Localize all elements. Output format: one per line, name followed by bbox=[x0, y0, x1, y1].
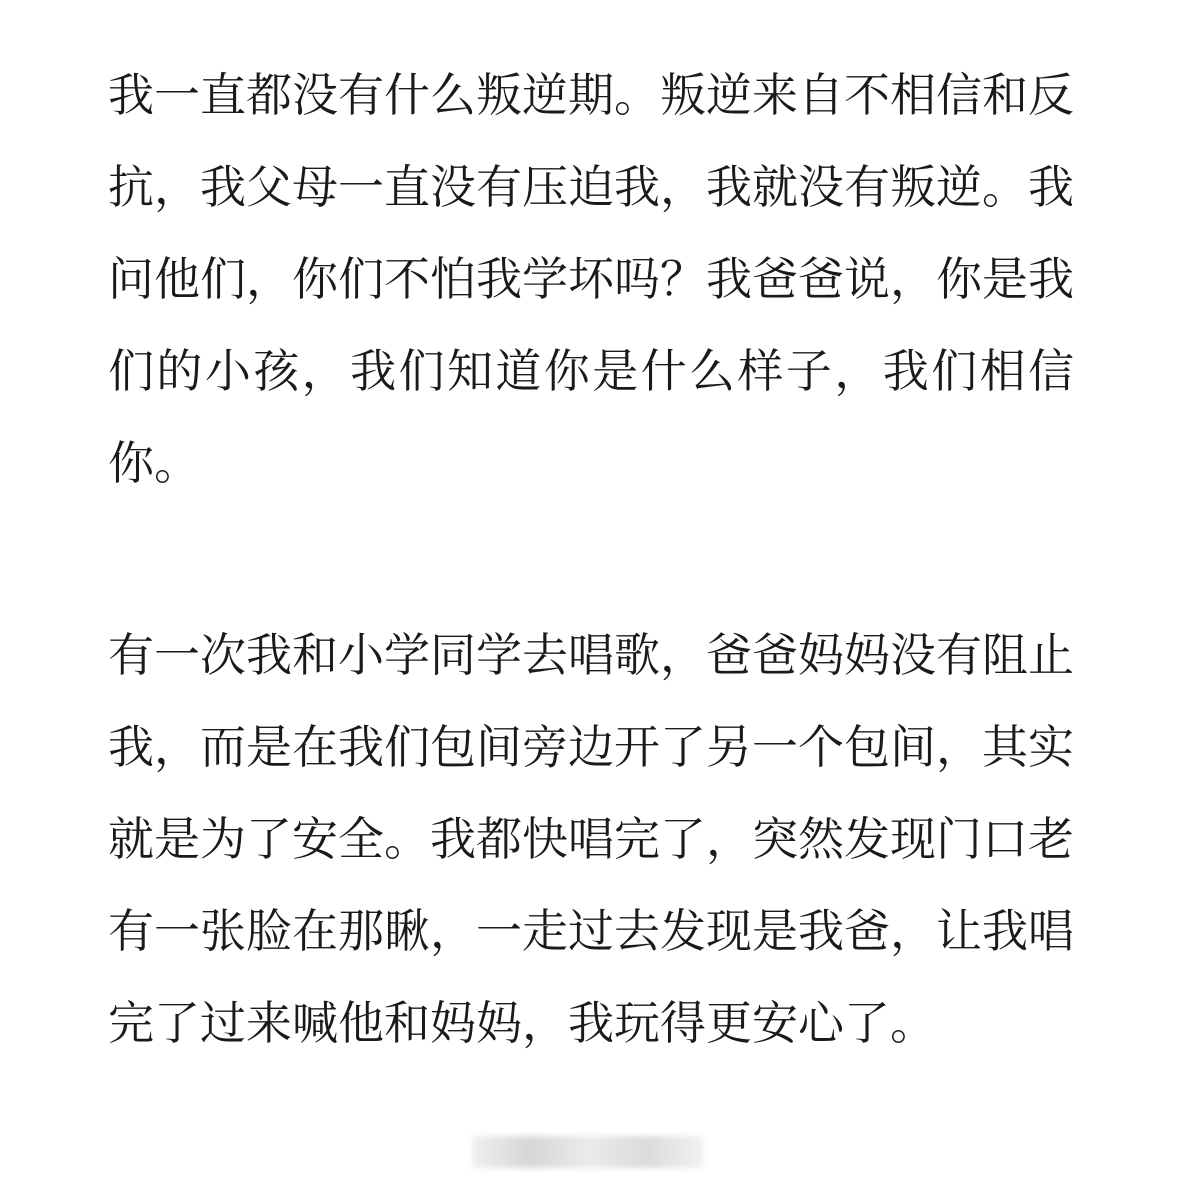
blurred-watermark bbox=[472, 1136, 704, 1168]
paragraph-1: 我一直都没有什么叛逆期。叛逆来自不相信和反抗，我父母一直没有压迫我，我就没有叛逆。我问他们，你们不怕我学坏吗？我爸爸说，你是我们的小孩，我们知道你是什么样子，我们相信你。 bbox=[108, 68, 1074, 490]
paragraph-2: 有一次我和小学同学去唱歌，爸爸妈妈没有阻止我，而是在我们包间旁边开了另一个包间，其实就是为了安全。我都快唱完了，突然发现门口老有一张脸在那瞅，一走过去发现是我爸，让我唱完了过来喊他和妈妈，我玩得更安心了。 bbox=[108, 628, 1074, 1050]
